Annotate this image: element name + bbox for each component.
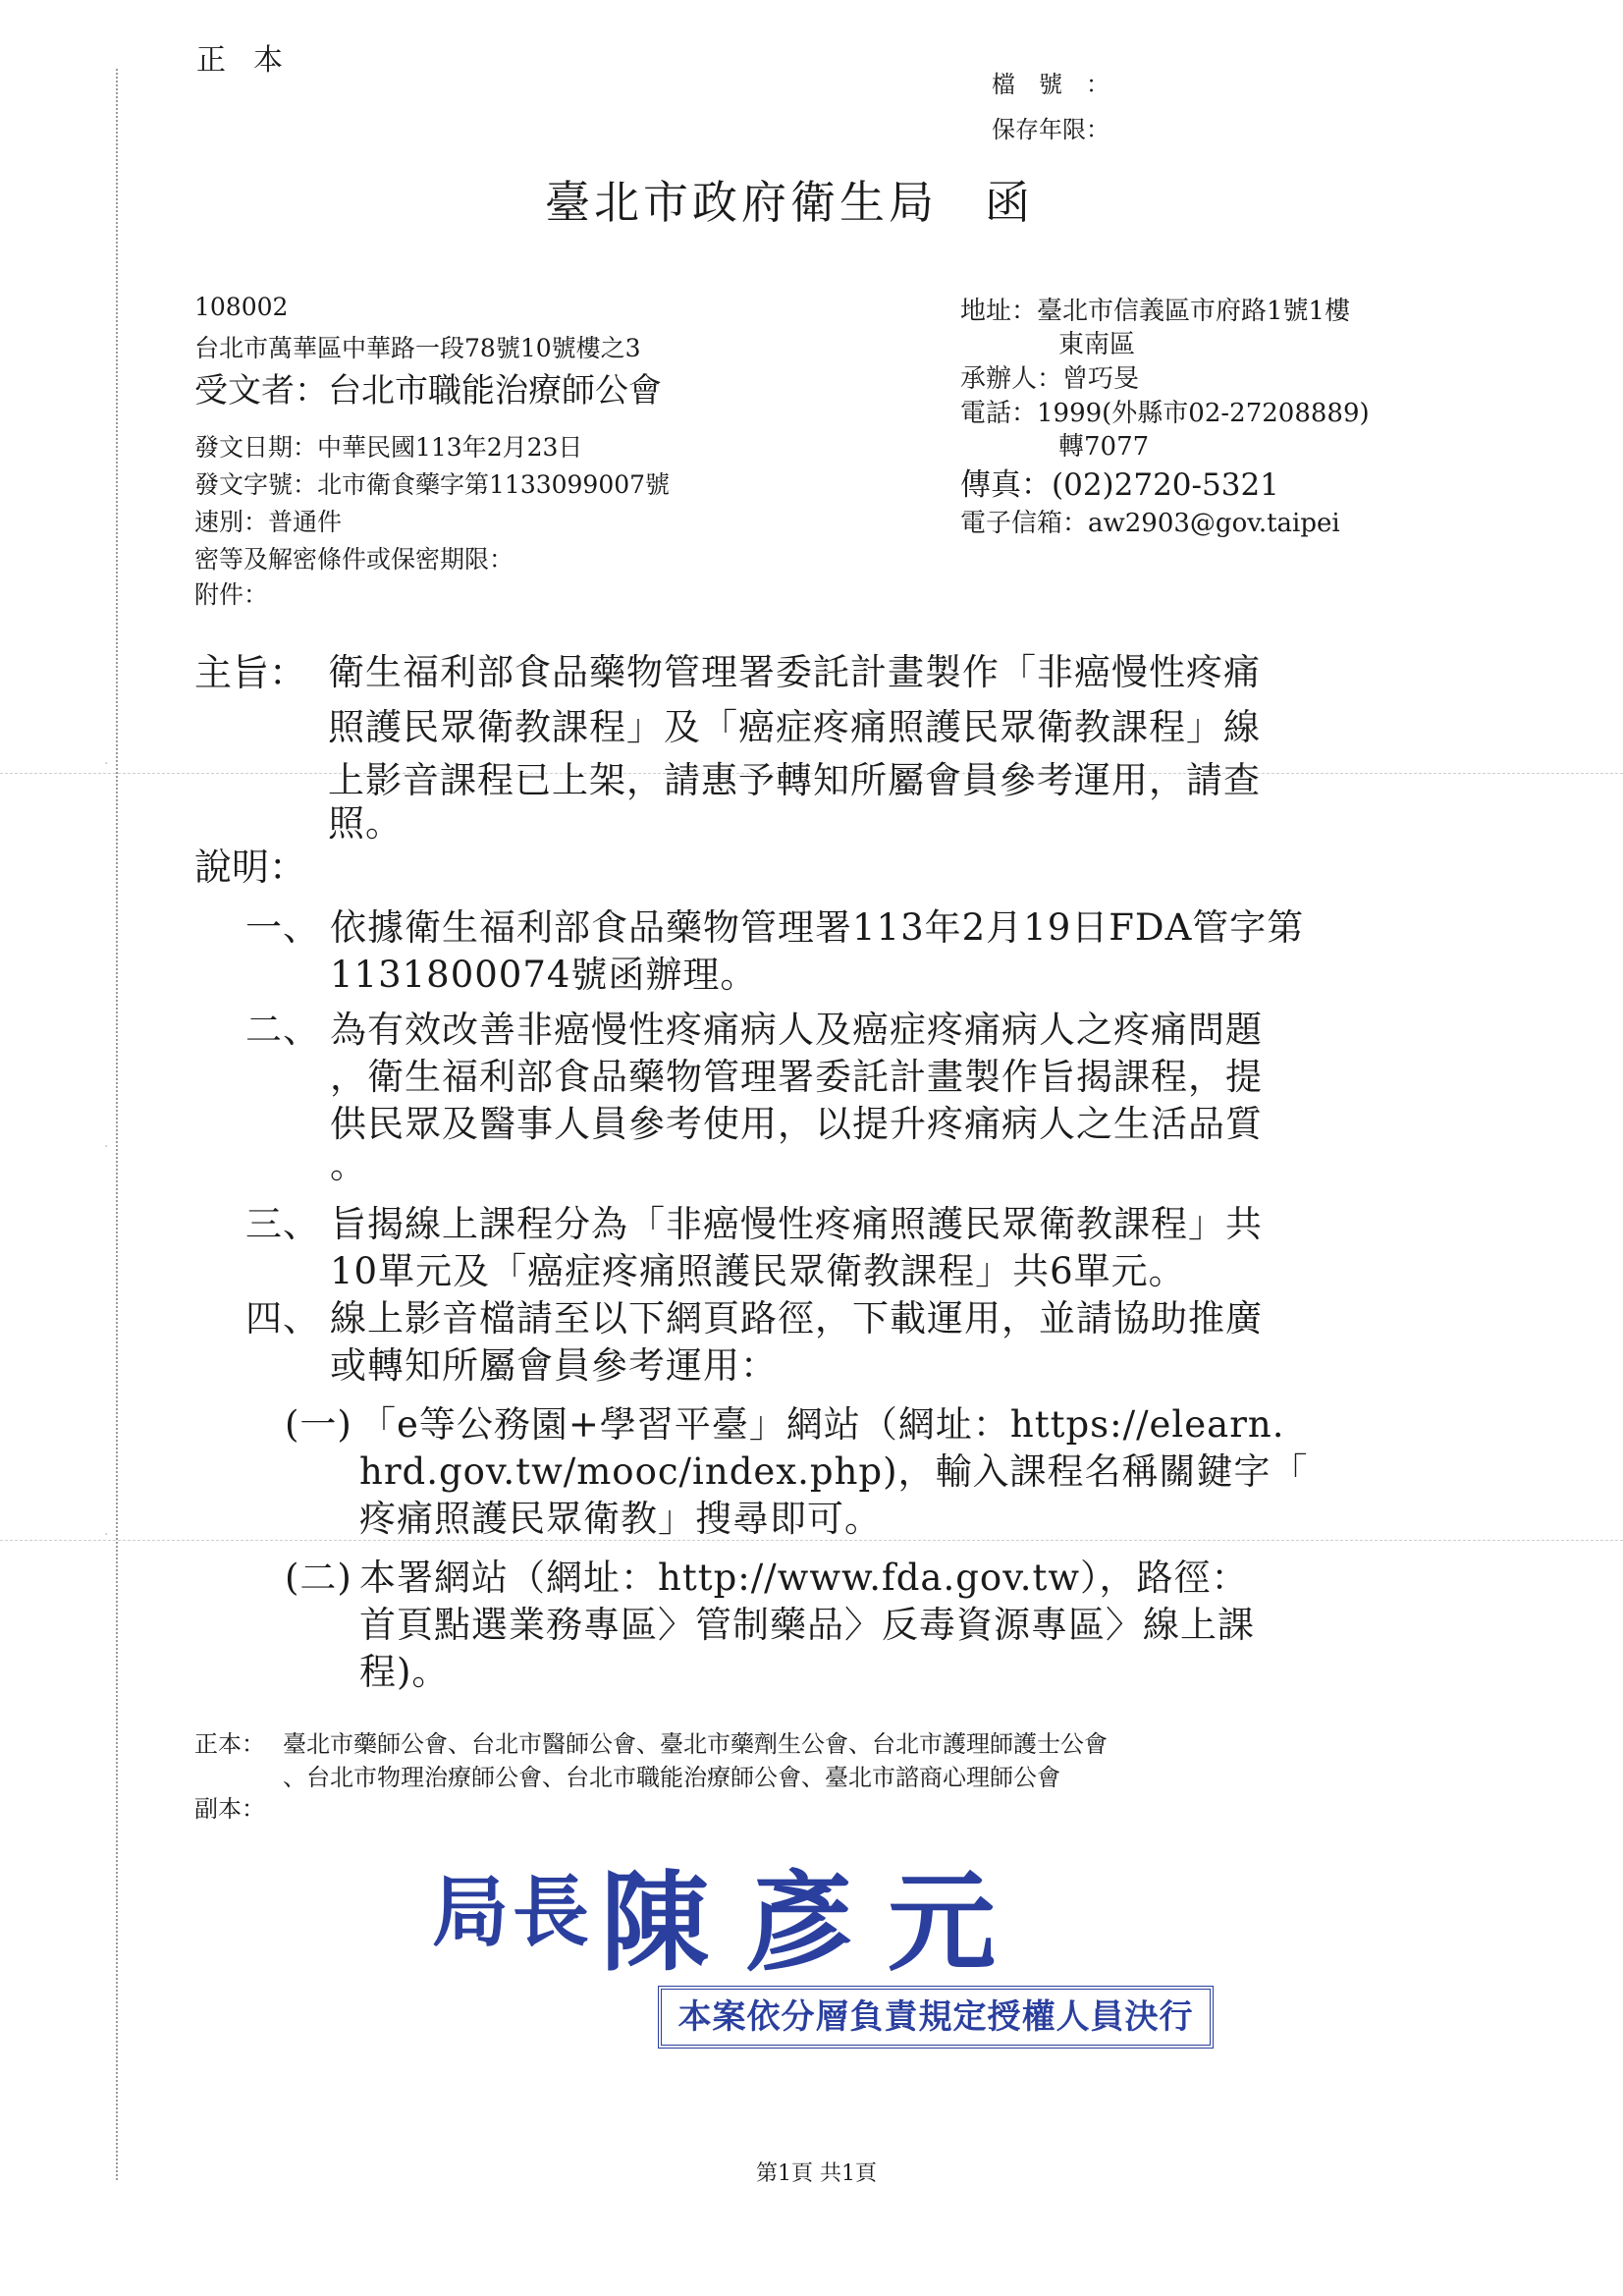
item-line: 10單元及「癌症疼痛照護民眾衛教課程」共6單元。 [330,1250,1186,1292]
item-line: 供民眾及醫事人員參考使用，以提升疼痛病人之生活品質 [330,1103,1263,1145]
delegation-stamp: 本案依分層負責規定授權人員決行 [658,1986,1214,2049]
binding-margin-line [116,69,118,2180]
binding-mark: · [104,1527,109,1543]
phone-line1: 電話：1999(外縣市02-27208889) [960,399,1370,428]
item-number: 二、 [245,1009,320,1051]
handler: 承辦人：曾巧旻 [960,364,1140,394]
primary-recipients-label: 正本： [194,1730,265,1758]
director-title: 局長 [432,1868,594,1957]
subject-label: 主旨： [194,651,307,694]
subject-line: 衛生福利部食品藥物管理署委託計畫製作「非癌慢性疼痛 [328,651,1261,693]
director-name: 陳彥元 [601,1859,1032,1986]
item-number: 三、 [245,1203,320,1245]
sub-item-line: 本署網站（網址：http://www.fda.gov.tw），路徑： [359,1557,1249,1599]
security-level: 密等及解密條件或保密期限： [194,545,514,574]
file-number-label: 檔號： [992,71,1109,98]
item-line: 1131800074號函辦理。 [330,954,758,996]
binding-mark: · [104,756,109,772]
item-line: ，衛生福利部食品藥物管理署委託計畫製作旨揭課程，提 [330,1056,1263,1098]
item-number: 四、 [245,1297,320,1339]
item-line: 線上影音檔請至以下網頁路徑，下載運用，並請協助推廣 [330,1297,1263,1339]
phone-line2: 轉7077 [1058,432,1150,462]
binding-mark: · [104,1139,109,1155]
director-signature-stamp [432,1836,1031,1992]
item-line: 或轉知所屬會員參考運用： [330,1344,778,1387]
recipient-address: 台北市萬華區中華路一段78號10號樓之3 [194,334,641,362]
sender-address-line1: 地址：臺北市信義區市府路1號1樓 [960,297,1351,326]
item-line: 旨揭線上課程分為「非癌慢性疼痛照護民眾衛教課程」共 [330,1203,1263,1245]
primary-recipients-line: 、台北市物理治療師公會、台北市職能治療師公會、臺北市諮商心理師公會 [283,1764,1060,1791]
item-number: 一、 [245,906,320,949]
sender-address-line2: 東南區 [1058,330,1136,359]
speed: 速別：普通件 [194,508,343,536]
retention-label: 保存年限： [992,116,1109,143]
explanation-label: 說明： [194,846,307,889]
agency-name: 臺北市政府衛生局 [545,176,938,229]
issue-date: 發文日期：中華民國113年2月23日 [194,433,583,462]
sub-item-line: 程)。 [359,1651,450,1693]
document-title [545,167,1034,232]
doc-number: 發文字號：北市衛食藥字第1133099007號 [194,470,671,499]
item-line: 。 [330,1144,367,1186]
item-line: 為有效改善非癌慢性疼痛病人及癌症疼痛病人之疼痛問題 [330,1009,1263,1051]
copy-recipients-label: 副本： [194,1795,265,1823]
recipient: 受文者：台北市職能治療師公會 [194,371,662,410]
page-indicator: 第1頁 共1頁 [756,2161,877,2186]
attachment: 附件： [194,580,269,609]
sub-item-line: 「e等公務園+學習平臺」網站（網址：https://elearn. [359,1403,1285,1446]
fax: 傳真：(02)2720-5321 [960,467,1279,503]
sub-item-line: 首頁點選業務專區〉管制藥品〉反毒資源專區〉線上課 [359,1604,1255,1646]
item-line: 依據衛生福利部食品藥物管理署113年2月19日FDA管字第 [330,906,1305,949]
doc-type: 函 [985,176,1034,229]
postal-code: 108002 [194,293,289,321]
copy-type-label: 正本 [196,43,310,78]
email: 電子信箱：aw2903@gov.taipei [960,509,1340,538]
sub-item-number: (二) [285,1557,352,1599]
subject-line: 上影音課程已上架，請惠予轉知所屬會員參考運用，請查 [328,759,1261,801]
sub-item-number: (一) [285,1403,352,1446]
subject-line: 照。 [328,802,403,845]
sub-item-line: 疼痛照護民眾衛教」搜尋即可。 [359,1498,882,1540]
primary-recipients-line: 臺北市藥師公會、台北市醫師公會、臺北市藥劑生公會、台北市護理師護士公會 [283,1730,1108,1758]
sub-item-line: hrd.gov.tw/mooc/index.php)，輸入課程名稱關鍵字「 [359,1450,1309,1493]
subject-line: 照護民眾衛教課程」及「癌症疼痛照護民眾衛教課程」線 [328,706,1261,748]
